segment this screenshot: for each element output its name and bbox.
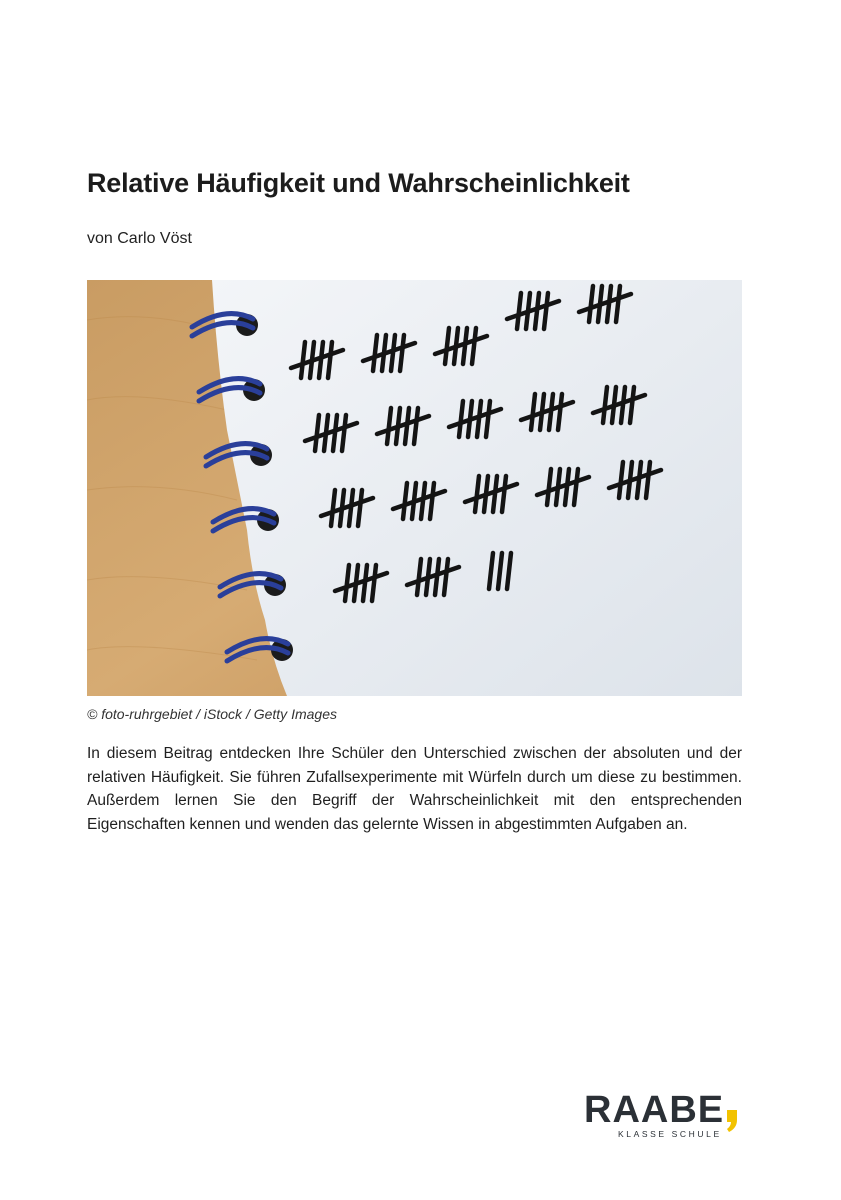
page-title: Relative Häufigkeit und Wahrscheinlichkeit (87, 168, 630, 198)
author-line: von Carlo Vöst (87, 230, 192, 247)
tally-notebook-photo (87, 280, 742, 696)
intro-paragraph: In diesem Beitrag entdecken Ihre Schüler den Unterschied zwischen der absoluten und der relativen Häufigkeit. Sie führen Zufallsexperimente mit Würfeln durch um diese zu bestimmen. Außerdem lernen Sie den Begriff der Wahrscheinlichkeit mit den entsprechenden Eigenschaften kennen und wenden das gelernte Wissen in abgestimmten Aufgaben an. (87, 745, 742, 833)
logo-tagline: KLASSE SCHULE (618, 1129, 722, 1139)
raabe-logo (584, 1090, 744, 1140)
image-credit: © foto-ruhrgebiet / iStock / Getty Images (87, 706, 337, 722)
logo-comma-icon (726, 1110, 738, 1132)
logo-wordmark: RAABE (584, 1089, 725, 1131)
